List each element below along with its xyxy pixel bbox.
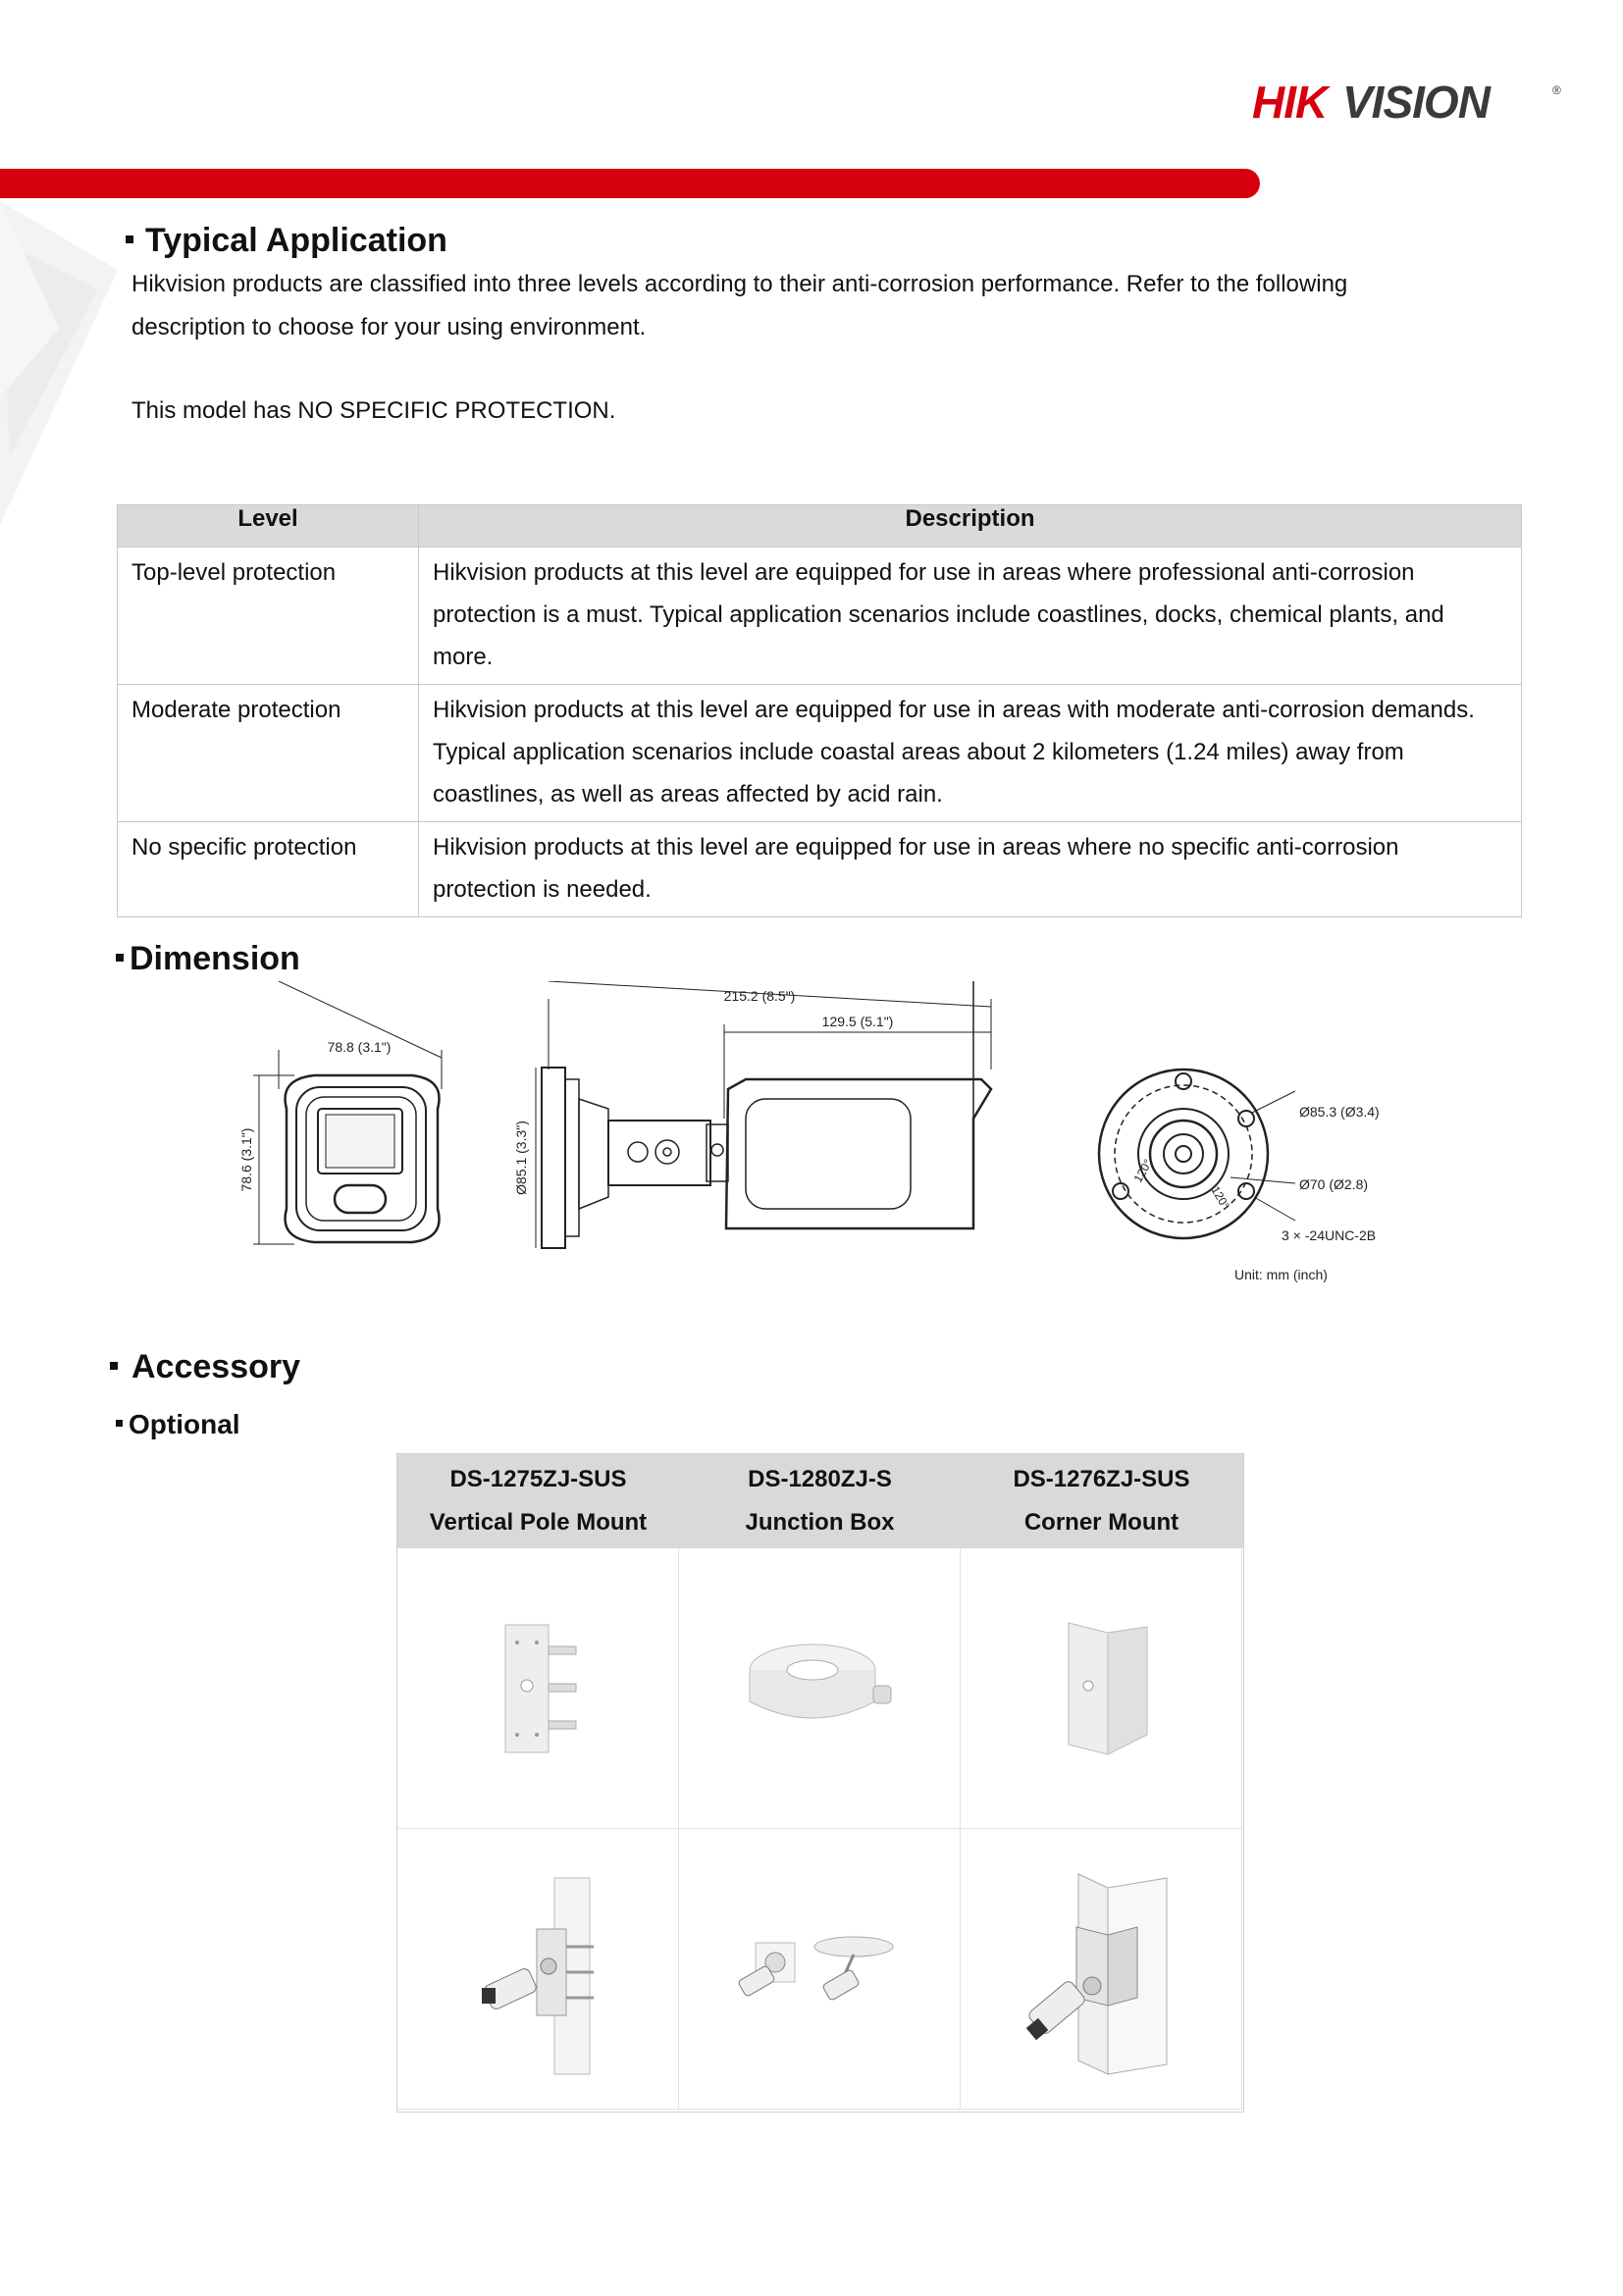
- vertical-pole-mount-image: [397, 1548, 679, 1829]
- description-cell: Hikvision products at this level are equipped for use in areas with moderate anti-corrosion demands. Typical application scenarios include coastal areas about 2 kilometers (1.24 miles) away from coastlines, as well as areas affected by acid rain.: [419, 685, 1522, 822]
- base-screw-label: 3 × -24UNC-2B: [1282, 1227, 1377, 1243]
- side-view-drawing: [536, 981, 991, 1248]
- table-header-row: [118, 505, 1522, 548]
- level-cell: Top-level protection: [118, 548, 419, 685]
- vertical-pole-mount-installation-image: [397, 1829, 679, 2110]
- table-row: [118, 822, 1522, 917]
- accessory-header-2: [679, 1454, 961, 1548]
- section-title-accessory: Accessory: [110, 1348, 300, 1386]
- description-cell: Hikvision products at this level are equipped for use in areas where no specific anti-corrosion protection is needed.: [419, 822, 1522, 917]
- accessory-model: DS-1275ZJ-SUS: [449, 1466, 627, 1492]
- accessory-table: [396, 1453, 1244, 2113]
- hikvision-logo: [1252, 77, 1570, 126]
- svg-text:VISION: VISION: [1342, 77, 1490, 126]
- side-diameter-label: Ø85.1 (3.3"): [513, 1121, 529, 1195]
- column-header-description: Description: [419, 505, 1522, 548]
- corner-mount-image: [961, 1548, 1242, 1829]
- accessory-header-1: [397, 1454, 679, 1548]
- section-title-typical-application: Typical Application: [126, 222, 447, 260]
- side-total-length-label: 215.2 (8.5"): [723, 988, 796, 1004]
- decorative-watermark: [0, 201, 128, 525]
- junction-box-installation-image: [679, 1829, 961, 2110]
- description-cell: Hikvision products at this level are equipped for use in areas where professional anti-corrosion protection is a must. Typical application scenarios include coastlines, docks, chemical plants, and more.: [419, 548, 1522, 685]
- level-cell: No specific protection: [118, 822, 419, 917]
- section-title-dimension: Dimension: [116, 940, 300, 978]
- svg-text:HIK: HIK: [1252, 77, 1328, 126]
- accessory-name: Corner Mount: [1023, 1509, 1179, 1536]
- bullet-icon: [116, 1420, 123, 1427]
- accessory-name: Vertical Pole Mount: [429, 1509, 648, 1536]
- table-row: [118, 548, 1522, 685]
- dimension-drawing: [236, 981, 1413, 1295]
- front-width-label: 78.8 (3.1"): [327, 1039, 392, 1055]
- angle-label-left: 120°: [1130, 1156, 1156, 1185]
- model-note: This model has NO SPECIFIC PROTECTION.: [131, 397, 616, 424]
- accessory-header-row: [397, 1454, 1243, 1548]
- intro-paragraph: [131, 263, 1347, 349]
- accessory-model: DS-1276ZJ-SUS: [1013, 1466, 1190, 1492]
- side-body-length-label: 129.5 (5.1"): [821, 1014, 894, 1029]
- table-row: [118, 685, 1522, 822]
- corner-mount-installation-image: [961, 1829, 1242, 2110]
- base-inner-diameter-label: Ø70 (Ø2.8): [1299, 1176, 1369, 1192]
- accessory-header-3: [961, 1454, 1242, 1548]
- accessory-model: DS-1280ZJ-S: [748, 1466, 892, 1492]
- intro-line-2: description to choose for your using environment.: [131, 314, 647, 340]
- unit-label: Unit: mm (inch): [1234, 1267, 1328, 1282]
- accessory-name: Junction Box: [745, 1509, 895, 1536]
- svg-text:®: ®: [1552, 83, 1561, 97]
- base-view-drawing: [1099, 1070, 1295, 1238]
- level-cell: Moderate protection: [118, 685, 419, 822]
- front-height-label: 78.6 (3.1"): [238, 1127, 254, 1192]
- junction-box-image: [679, 1548, 961, 1829]
- front-view-drawing: [253, 981, 442, 1244]
- column-header-level: Level: [118, 505, 419, 548]
- protection-levels-table: [117, 504, 1522, 917]
- subsection-title-optional: Optional: [116, 1409, 240, 1440]
- base-outer-diameter-label: Ø85.3 (Ø3.4): [1299, 1104, 1380, 1120]
- header-red-bar: [0, 169, 1260, 198]
- bullet-icon: [110, 1362, 118, 1370]
- bullet-icon: [126, 235, 133, 243]
- angle-label-right: 120°: [1208, 1183, 1232, 1213]
- bullet-icon: [116, 954, 124, 962]
- intro-line-1: Hikvision products are classified into three levels according to their anti-corrosion performance. Refer to the following: [131, 271, 1348, 297]
